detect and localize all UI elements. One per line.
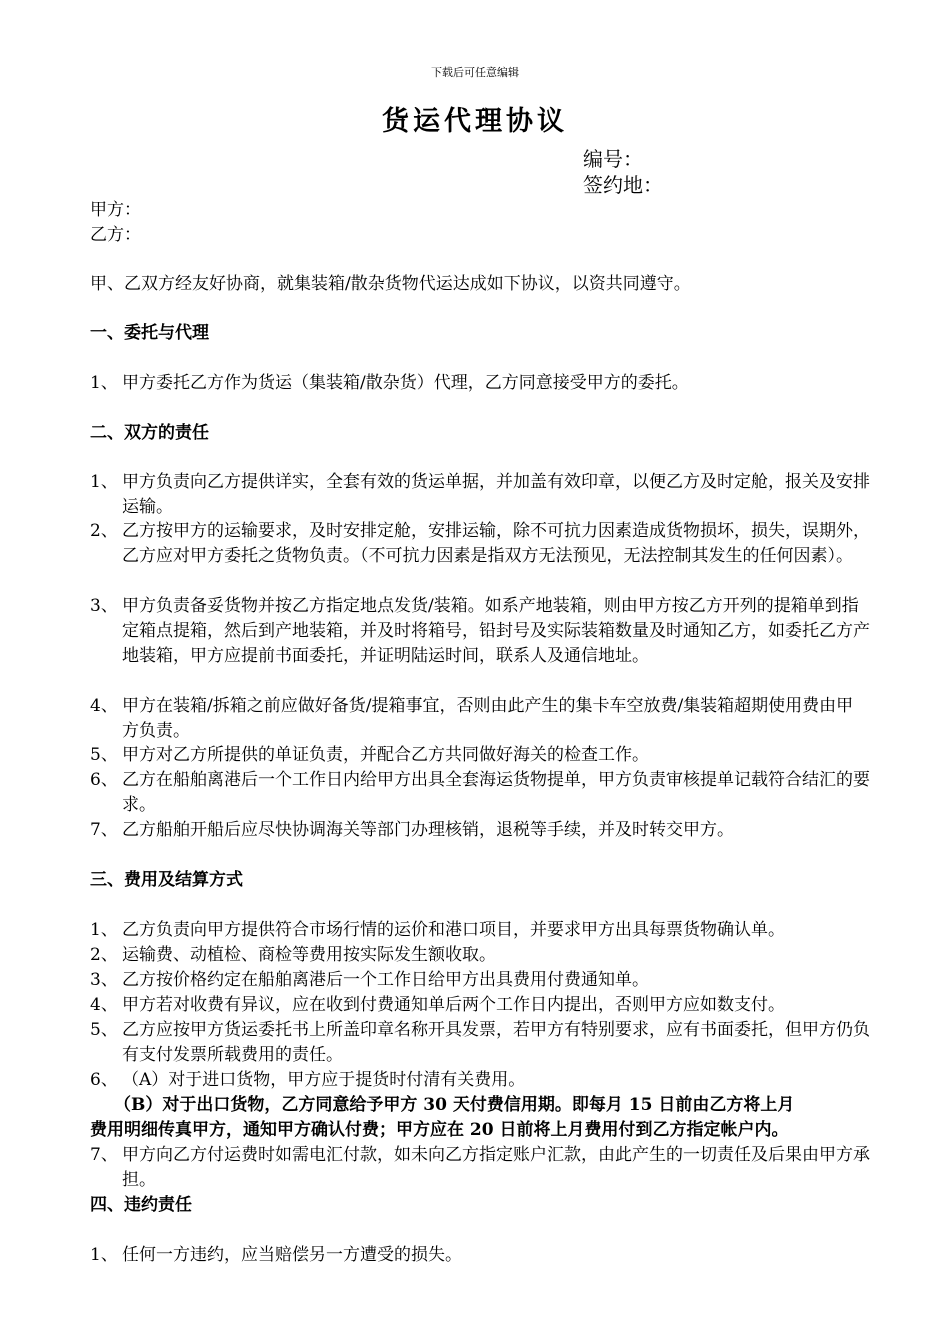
item-text: 甲方向乙方付运费时如需电汇付款，如未向乙方指定账户汇款，由此产生的一切责任及后果由甲方承担。 [122, 1145, 870, 1190]
item-text: 运输费、动植检、商检等费用按实际发生额收取。 [122, 945, 496, 965]
list-item [90, 519, 870, 569]
list-item [90, 694, 870, 744]
list-item [90, 371, 870, 396]
section-heading-fees: 三、费用及结算方式 [90, 870, 243, 890]
list-item [90, 1143, 870, 1193]
list-item [90, 768, 870, 818]
item-text: 乙方在船舶离港后一个工作日内给甲方出具全套海运货物提单，甲方负责审核提单记载符合结汇的要求。 [122, 770, 870, 815]
section-heading-entrustment: 一、委托与代理 [90, 323, 209, 343]
item-number: 4、 [90, 995, 118, 1015]
item-number: 4、 [90, 696, 118, 716]
download-note: 下载后可任意编辑 [431, 66, 519, 79]
list-item [90, 918, 870, 943]
item-text: 甲方在装箱/拆箱之前应做好备货/提箱事宜，否则由此产生的集卡车空放费/集装箱超期使用费由甲方负责。 [122, 696, 854, 741]
item-number: 3、 [90, 596, 118, 616]
export-credit-clause-line-2: 费用明细传真甲方，通知甲方确认付费；甲方应在 20 日前将上月费用付到乙方指定帐户内。 [90, 1120, 789, 1140]
item-text: 乙方按价格约定在船舶离港后一个工作日给甲方出具费用付费通知单。 [122, 970, 649, 990]
item-number: 5、 [90, 745, 118, 765]
item-number: 7、 [90, 820, 118, 840]
item-text: 甲方负责备妥货物并按乙方指定地点发货/装箱。如系产地装箱，则由甲方按乙方开列的提箱单到指定箱点提箱，然后到产地装箱，并及时将箱号，铅封号及实际装箱数量及时通知乙方，如委托乙方产地装箱，甲方应提前书面委托，并证明陆运时间，联系人及通信地址。 [122, 596, 870, 666]
item-number: 5、 [90, 1020, 118, 1040]
contract-number-label: 编号： [583, 147, 643, 171]
intro-paragraph: 甲、乙双方经友好协商，就集装箱/散杂货物代运达成如下协议，以资共同遵守。 [90, 274, 691, 294]
list-item [90, 1068, 870, 1093]
item-text: 乙方应按甲方货运委托书上所盖印章名称开具发票，若甲方有特别要求，应有书面委托，但甲方仍负有支付发票所载费用的责任。 [122, 1020, 870, 1065]
section-heading-liability: 四、违约责任 [90, 1195, 192, 1215]
export-credit-clause-line-1: （B）对于出口货物，乙方同意给予甲方 30 天付费信用期。即每月 15 日前由乙方将上月 [114, 1095, 795, 1115]
item-number: 1、 [90, 373, 118, 393]
item-number: 6、 [90, 770, 118, 790]
item-number: 2、 [90, 521, 118, 541]
item-text: 乙方按甲方的运输要求，及时安排定舱，安排运输，除不可抗力因素造成货物损坏，损失，误期外，乙方应对甲方委托之货物负责。（不可抗力因素是指双方无法预见，无法控制其发生的任何因素）。 [122, 521, 870, 566]
list-item [90, 1243, 870, 1268]
document-title: 货运代理协议 [382, 106, 568, 137]
item-number: 1、 [90, 1245, 118, 1265]
list-item [90, 943, 870, 968]
list-item [90, 743, 870, 768]
item-text: 甲方委托乙方作为货运（集装箱/散杂货）代理，乙方同意接受甲方的委托。 [122, 373, 689, 393]
item-number: 2、 [90, 945, 118, 965]
signing-place-label: 签约地： [583, 173, 663, 197]
item-text: 甲方若对收费有异议，应在收到付费通知单后两个工作日内提出，否则甲方应如数支付。 [122, 995, 785, 1015]
item-number: 3、 [90, 970, 118, 990]
list-item [90, 1018, 870, 1068]
list-item [90, 968, 870, 993]
party-a-label: 甲方： [90, 200, 141, 220]
item-text: 甲方负责向乙方提供详实，全套有效的货运单据，并加盖有效印章，以便乙方及时定舱，报关及安排运输。 [122, 472, 870, 517]
item-text: （A）对于进口货物，甲方应于提货时付清有关费用。 [122, 1070, 526, 1090]
item-number: 1、 [90, 920, 118, 940]
list-item [90, 594, 870, 669]
item-number: 6、 [90, 1070, 118, 1090]
item-text: 乙方负责向甲方提供符合市场行情的运价和港口项目，并要求甲方出具每票货物确认单。 [122, 920, 785, 940]
list-item [90, 993, 870, 1018]
item-number: 1、 [90, 472, 118, 492]
list-item [90, 470, 870, 520]
item-text: 乙方船舶开船后应尽快协调海关等部门办理核销，退税等手续，并及时转交甲方。 [122, 820, 734, 840]
item-text: 甲方对乙方所提供的单证负责，并配合乙方共同做好海关的检查工作。 [122, 745, 649, 765]
party-b-label: 乙方： [90, 225, 141, 245]
list-item [90, 818, 870, 843]
item-number: 7、 [90, 1145, 118, 1165]
section-heading-responsibilities: 二、双方的责任 [90, 423, 209, 443]
item-text: 任何一方违约，应当赔偿另一方遭受的损失。 [122, 1245, 462, 1265]
